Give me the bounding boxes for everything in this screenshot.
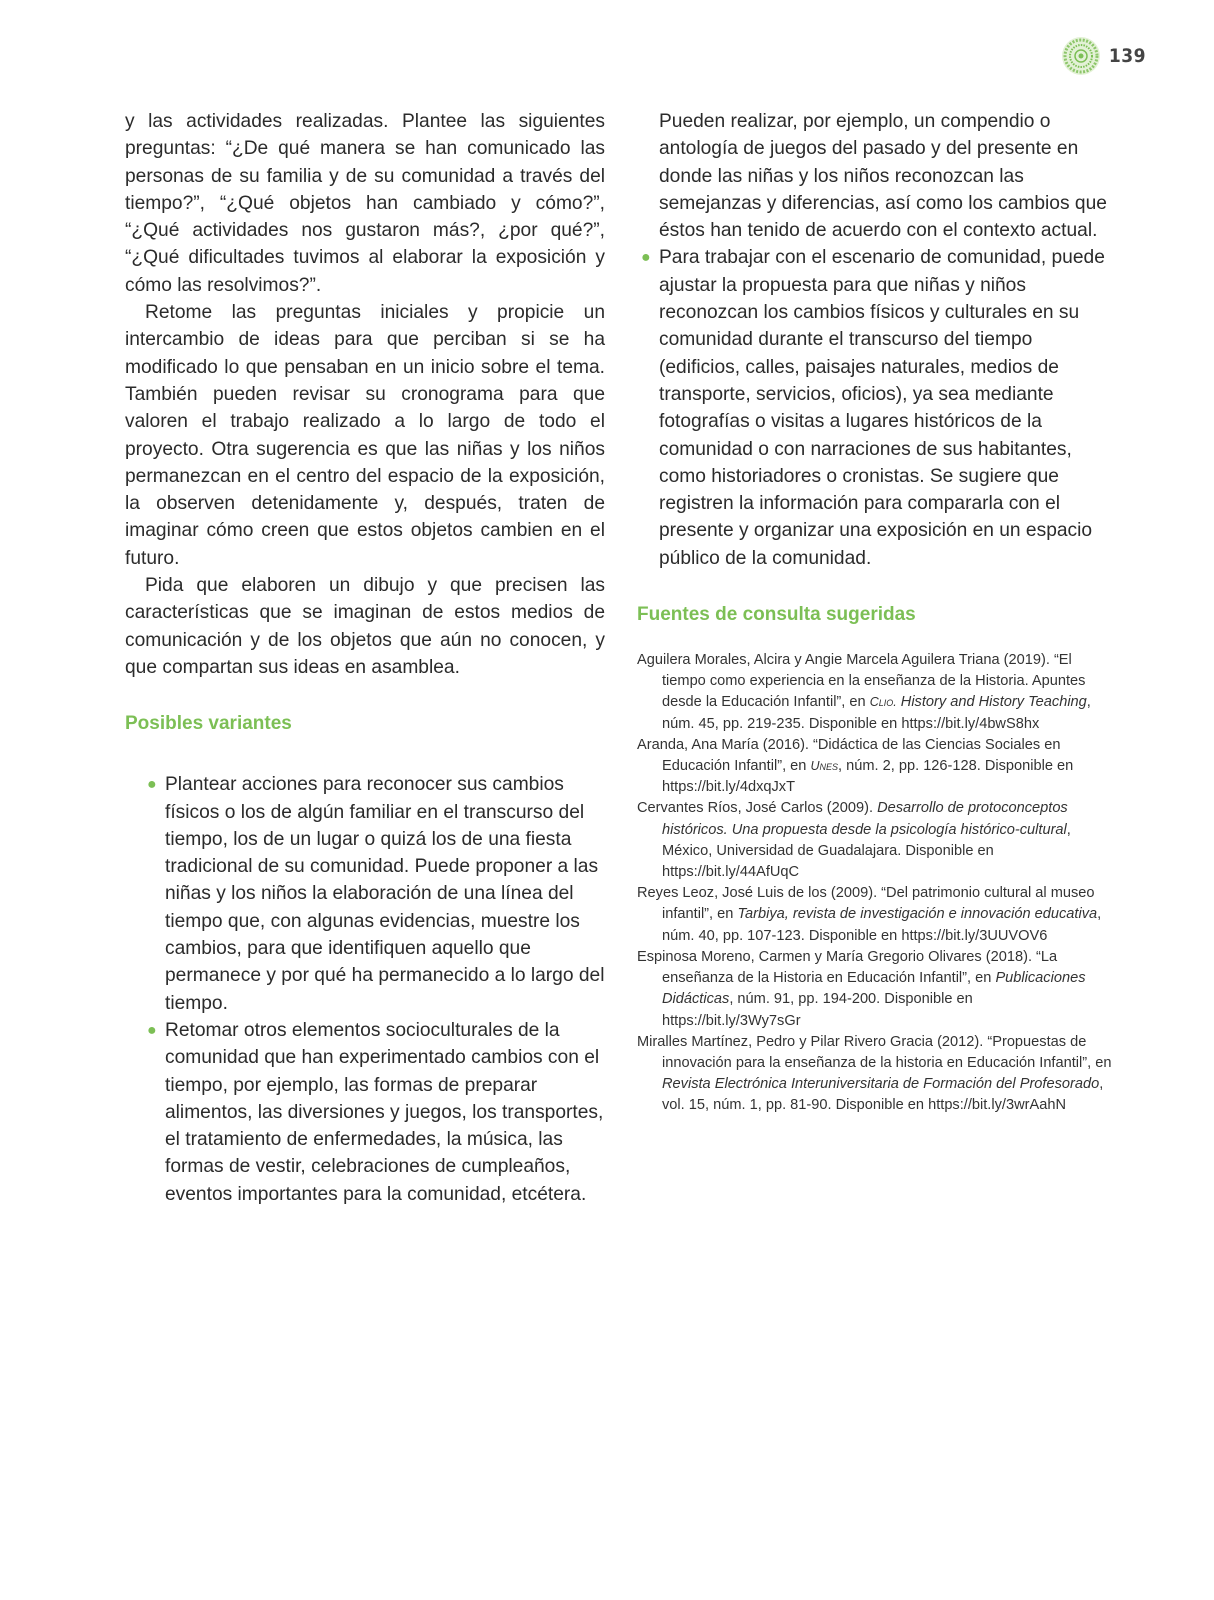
paragraph: Retome las preguntas iniciales y propicie un intercambio de ideas para que perciban si se ha modificado lo que pensaban en un inicio sobre el tema. También pueden revisar su cronograma para que valoren el trabajo realizado a lo largo de todo el proyecto. Otra sugerencia es que las niñas y los niños permanezcan en el centro del espacio de la exposición, la observen detenidamente y, después, traten de imaginar cómo creen que estos objetos cambien en el futuro.	[125, 302, 605, 569]
reference-item: Reyes Leoz, José Luis de los (2009). “Del patrimonio cultural al museo infantil”, en Tarbiya, revista de investigación e innovación educativa, núm. 40, pp. 107-123. Disponible en https://bit.ly/3UUVOV6	[637, 885, 1102, 944]
list-item	[125, 1017, 605, 1208]
list-item-text: Retomar otros elementos socioculturales de la comunidad que han experimentado cambios con el tiempo, por ejemplo, las formas de preparar alimentos, las diversiones y juegos, los transportes, el tratamiento de enfermedades, la música, las formas de vestir, celebraciones de cumpleaños, eventos importantes para la comunidad, etcétera.	[165, 1019, 604, 1205]
bullet-dot-icon: ●	[147, 776, 157, 794]
variants-list	[125, 771, 605, 1208]
reference-item: Aguilera Morales, Alcira y Angie Marcela Aguilera Triana (2019). “El tiempo como experiencia en la enseñanza de la Historia. Apuntes desde la Educación Infantil”, en Clio. History and History Teaching, núm. 45, pp. 219-235. Disponible en https://bit.ly/4bwS8hx	[637, 652, 1091, 732]
section-heading-variants: Posibles variantes	[125, 713, 292, 735]
page-number: 139	[1108, 45, 1146, 67]
reference-item: Aranda, Ana María (2016). “Didáctica de las Ciencias Sociales en Educación Infantil”, en Unes, núm. 2, pp. 126-128. Disponible en https://bit.ly/4dxqJxT	[637, 736, 1074, 796]
bullet-dot-icon: ●	[641, 249, 651, 267]
page-header	[1061, 36, 1146, 76]
reference-list	[637, 650, 1115, 1116]
list-item	[637, 244, 1115, 572]
variants-list-continued	[637, 244, 1115, 572]
list-item-text: Plantear acciones para reconocer sus cambios físicos o los de algún familiar en el transcurso del tiempo, los de un lugar o quizá los de una fiesta tradicional de su comunidad. Puede proponer a las niñas y los niños la elaboración de una línea del tiempo que, con algunas evidencias, muestre los cambios, para que identifiquen aquello que permanece y por qué ha permanecido a lo largo del tiempo.	[165, 774, 605, 1014]
reference-item: Espinosa Moreno, Carmen y María Gregorio Olivares (2018). “La enseñanza de la Historia en Educación Infantil”, en Publicaciones Didácticas, núm. 91, pp. 194-200. Disponible en https://bit.ly/3Wy7sGr	[637, 948, 1086, 1029]
reference-item: Miralles Martínez, Pedro y Pilar Rivero Gracia (2012). “Propuestas de innovación para la enseñanza de la historia en Educación Infantil”, en Revista Electrónica Interuniversitaria de Formación del Profesorado, vol. 15, núm. 1, pp. 81-90. Disponible en https://bit.ly/3wrAahN	[637, 1033, 1112, 1114]
circular-emblem-icon	[1061, 36, 1101, 76]
bullet-dot-icon: ●	[147, 1021, 157, 1039]
right-column	[637, 108, 1115, 1117]
reference-item: Cervantes Ríos, José Carlos (2009). Desarrollo de protoconceptos históricos. Una propuesta desde la psicología histórico-cultural, México, Universidad de Guadalajara. Disponible en https://bit.ly/44AfUqC	[637, 800, 1071, 881]
section-heading-sources: Fuentes de consulta sugeridas	[637, 604, 916, 626]
paragraph: y las actividades realizadas. Plantee las siguientes preguntas: “¿De qué manera se han comunicado las personas de su familia y de su comunidad a través del tiempo?”, “¿Qué objetos han cambiado y cómo?”, “¿Qué actividades nos gustaron más?, ¿por qué?”, “¿Qué dificultades tuvimos al elaborar la exposición y cómo las resolvimos?”.	[125, 111, 605, 296]
paragraph: Pida que elaboren un dibujo y que precisen las características que se imaginan de estos medios de comunicación y de los objetos que aún no conocen, y que compartan sus ideas en asamblea.	[125, 575, 605, 678]
list-item-text: Para trabajar con el escenario de comunidad, puede ajustar la propuesta para que niñas y niños reconozcan los cambios físicos y culturales en su comunidad durante el transcurso del tiempo (edificios, calles, paisajes naturales, medios de transporte, servicios, oficios), ya sea mediante fotografías o visitas a lugares históricos de la comunidad o con narraciones de sus habitantes, como historiadores o cronistas. Se sugiere que registren la información para compararla con el presente y organizar una exposición en un espacio público de la comunidad.	[659, 247, 1105, 569]
continued-list-text: Pueden realizar, por ejemplo, un compendio o antología de juegos del pasado y del presente en donde las niñas y los niños reconozcan las semejanzas y diferencias, así como los cambios que éstos han tenido de acuerdo con el contexto actual.	[659, 111, 1107, 242]
left-column	[125, 108, 605, 1208]
list-item	[125, 771, 605, 1017]
